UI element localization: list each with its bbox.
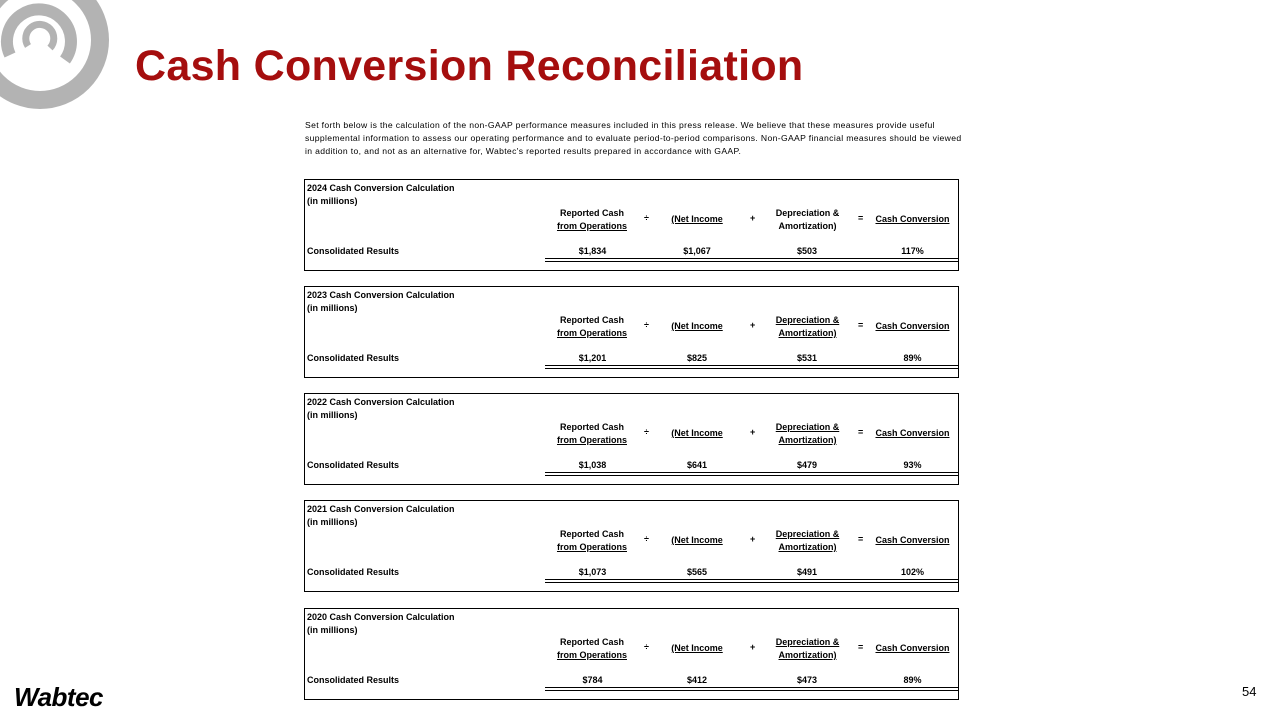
value-reported-cash: $784 [582,675,603,685]
double-underline [545,687,958,691]
value-cash-conversion: 89% [903,353,922,363]
header-net-income: (Net Income [671,321,723,331]
table-title: 2024 Cash Conversion Calculation (in millions) [307,183,455,206]
plus-operator: + [750,320,756,330]
plus-operator: + [750,213,756,223]
header-depreciation: Depreciation & Amortization) [775,315,840,338]
value-net-income: $1,067 [683,246,711,256]
page-title: Cash Conversion Reconciliation [135,42,804,90]
double-underline [545,472,958,476]
calc-table-2021 [304,500,959,592]
value-cash-conversion: 102% [900,567,925,577]
header-cash-conversion: Cash Conversion [875,535,950,545]
calc-table-2024 [304,179,959,271]
header-cash-conversion: Cash Conversion [875,643,950,653]
value-depreciation: $473 [796,675,818,685]
header-reported-cash: Reported Cash from Operations [556,637,627,660]
header-reported-cash: Reported Cash from Operations [556,529,627,552]
header-reported-cash: Reported Cash from Operations [556,208,627,231]
table-title: 2022 Cash Conversion Calculation (in millions) [307,397,455,420]
divide-operator: ÷ [644,642,649,652]
header-cash-conversion: Cash Conversion [875,321,950,331]
value-cash-conversion: 89% [903,675,922,685]
table-title: 2023 Cash Conversion Calculation (in millions) [307,290,455,313]
value-net-income: $825 [686,353,708,363]
plus-operator: + [750,534,756,544]
header-net-income: (Net Income [671,428,723,438]
value-depreciation: $531 [796,353,818,363]
value-depreciation: $503 [796,246,818,256]
divide-operator: ÷ [644,213,649,223]
header-net-income: (Net Income [671,214,723,224]
page-number: 54 [1242,684,1257,699]
value-net-income: $641 [686,460,708,470]
double-underline [545,365,958,369]
header-depreciation: Depreciation & Amortization) [775,529,840,552]
row-label: Consolidated Results [307,353,400,363]
double-underline [545,579,958,583]
divide-operator: ÷ [644,534,649,544]
value-net-income: $565 [686,567,708,577]
double-underline [545,258,958,262]
header-net-income: (Net Income [671,643,723,653]
header-reported-cash: Reported Cash from Operations [556,422,627,445]
concentric-circle-logo-icon [0,0,110,120]
value-depreciation: $479 [796,460,818,470]
plus-operator: + [750,427,756,437]
plus-operator: + [750,642,756,652]
header-reported-cash: Reported Cash from Operations [556,315,627,338]
divide-operator: ÷ [644,427,649,437]
row-label: Consolidated Results [307,460,400,470]
value-reported-cash: $1,834 [578,246,607,256]
header-net-income: (Net Income [671,535,723,545]
header-cash-conversion: Cash Conversion [875,428,950,438]
equals-operator: = [858,642,864,652]
value-cash-conversion: 117% [901,246,924,256]
calc-table-2022 [304,393,959,485]
header-depreciation: Depreciation & Amortization) [775,422,840,445]
header-depreciation: Depreciation & Amortization) [775,208,840,231]
calc-table-2023 [304,286,959,378]
row-label: Consolidated Results [307,675,400,685]
equals-operator: = [858,213,864,223]
wabtec-logo: Wabtec [14,682,103,712]
row-label: Consolidated Results [307,246,400,256]
table-title: 2020 Cash Conversion Calculation (in millions) [307,612,455,635]
table-title: 2021 Cash Conversion Calculation (in millions) [307,504,455,527]
calc-table-2020 [304,608,959,700]
value-cash-conversion: 93% [903,460,922,470]
equals-operator: = [858,534,864,544]
value-reported-cash: $1,201 [578,353,607,363]
value-reported-cash: $1,038 [578,460,607,470]
intro-paragraph: Set forth below is the calculation of the non-GAAP performance measures included in this press release. We believe that these measures provide useful supplemental information to assess our operating performance and to evaluate period-to-period comparisons. Non-GAAP financial measures should be viewed in addition to, and not as an alternative for, Wabtec's reported results prepared in accordance with GAAP. [305,120,962,156]
row-label: Consolidated Results [307,567,400,577]
equals-operator: = [858,427,864,437]
equals-operator: = [858,320,864,330]
value-reported-cash: $1,073 [578,567,607,577]
divide-operator: ÷ [644,320,649,330]
value-depreciation: $491 [796,567,818,577]
header-cash-conversion: Cash Conversion [875,214,950,224]
header-depreciation: Depreciation & Amortization) [775,637,840,660]
value-net-income: $412 [686,675,708,685]
